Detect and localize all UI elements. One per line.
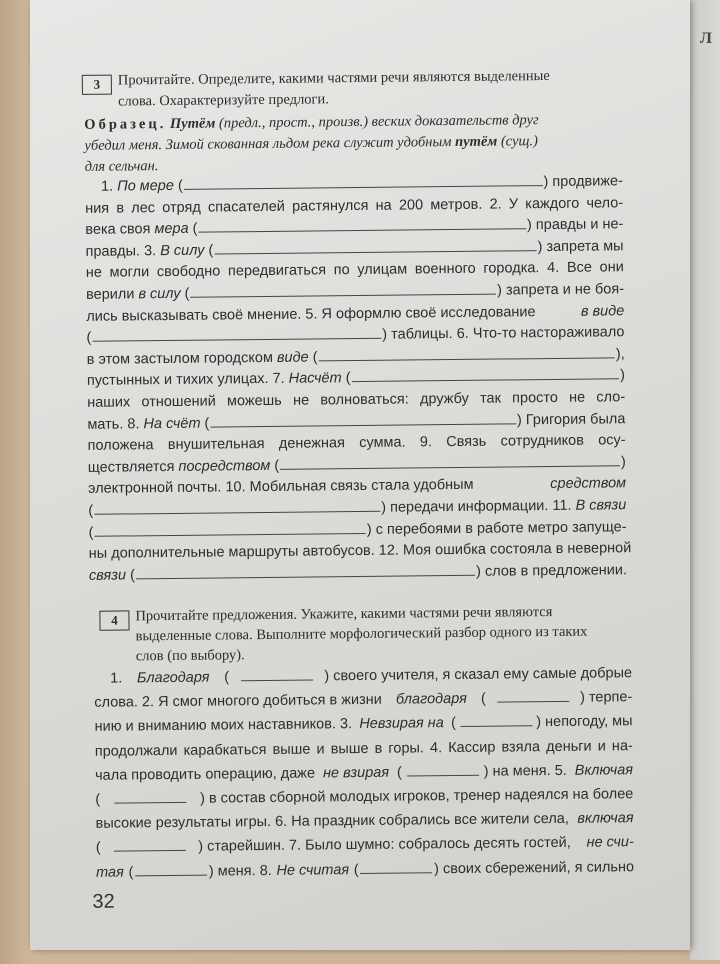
answer-blank [114,801,186,804]
highlighted-word: Невзирая на [359,715,444,733]
text-segment: продолжали карабкаться выше и выше в горы. 4. Кассир взяла деньги и на- [94,737,633,760]
answer-blank [198,227,526,232]
exercise-3-number: 3 [82,75,112,95]
text-segment: ( [95,791,101,808]
text-segment: ны дополнительные маршруты автобусов. 12. Моя ошибка состояла в неверной [88,540,632,563]
answer-blank [460,725,532,728]
text-line [95,734,633,760]
text-segment: ) передачи информации. 11. [381,497,576,516]
text-segment: ) в состав сборной молодых игроков, тренер надеялся на более [199,786,634,807]
highlighted-word: Не считая [276,861,350,879]
text-segment: ) своего учителя, я сказал ему самые добрые [324,665,633,685]
answer-blank [184,184,543,190]
text-segment: ществляется [87,458,179,476]
text-segment: слова. 2. Я смог многого добиться в жизни [94,691,386,711]
highlighted-word: для сельчан. [84,158,159,175]
highlighted-word: не счи- [586,834,634,852]
text-line [96,831,634,857]
text-segment: ) Григория была [516,410,626,428]
text-segment: ( [476,690,486,707]
text-segment: ), [615,346,625,363]
text-segment: ) [619,367,626,384]
highlighted-word: В силу [160,242,205,259]
highlighted-word: Благодаря [136,669,210,687]
highlighted-word: На счёт [143,415,201,432]
text-segment: ( [349,861,359,878]
text-segment: лись высказывать своё мнение. 5. Я оформлю своё исследование [86,303,540,325]
text-segment: ) слов в предложении. [475,562,628,580]
highlighted-word: связи [88,567,127,584]
text-segment: ( [173,177,183,194]
text-line [94,661,632,687]
text-segment: правды. 3. [85,242,161,260]
highlighted-word: (сущ.) [497,133,538,150]
highlighted-word: мера [154,220,189,238]
text-segment: электронной почты. 10. Мобильная связь стала удобным [87,477,478,498]
answer-blank [113,849,185,852]
answer-blank [407,774,479,777]
text-line [95,758,633,784]
text-line [94,685,632,711]
text-segment: ( [86,329,92,347]
highlighted-word: виде [276,349,309,366]
text-segment: ( [204,242,214,259]
text-segment: ( [88,524,94,541]
text-segment: высокие результаты игры. 6. На праздник собрались все жители села, [95,810,573,832]
answer-blank [94,510,380,515]
highlighted-word: Образец. [84,116,167,133]
answer-blank [352,378,620,383]
highlighted-word: путём [455,133,498,150]
text-segment: ) старейшин. 7. Было шумно: собралось десять гостей, [198,835,575,856]
text-segment: 1. [84,178,118,195]
text-segment: пустынных и тихих улицах. 7. [86,371,289,390]
highlighted-word: Включая [574,761,634,779]
highlighted-word: Насчёт [288,370,342,388]
highlighted-word: благодаря [395,691,467,708]
text-segment: не могли свободно передвигаться по улицам военного городка. 4. Все они [85,259,624,282]
answer-blank [92,337,381,342]
answer-blank [280,464,620,470]
text-segment: ( [270,457,280,474]
answer-blank [210,422,516,427]
exercise-4-task-line-3: слов (по выбору). [135,647,245,665]
highlighted-word: посредством [178,457,271,475]
text-segment: ) меня. 8. [208,862,276,880]
page-number: 32 [92,890,115,913]
text-line [89,558,627,584]
highlighted-word: По мере [117,177,174,195]
highlighted-word: не взирая [322,764,390,782]
highlighted-word: убедил меня. Зимой скованная льдом река служит удобным [84,133,456,154]
text-segment: ) продвиже- [543,173,623,191]
answer-blank [135,873,207,876]
text-segment: ) на меня. 5. [483,762,571,780]
text-segment: мать. 8. [87,415,144,433]
text-segment: ( [188,220,198,237]
text-line [95,782,633,808]
text-segment: ( [446,715,456,732]
text-segment: ( [124,863,134,881]
text-segment: ( [180,285,190,302]
text-segment: века своя [85,221,155,239]
text-segment: ) запрета и не боя- [497,281,625,299]
text-line [94,710,632,736]
highlighted-word: в виде [580,302,625,320]
text-segment: ) своих сбережений, я сильно [434,858,635,877]
exercise-4-task-line-1: Прочитайте предложения. Укажите, какими частями речи являются [135,603,553,625]
text-segment: чала проводить операцию, даже [94,765,320,784]
answer-blank [241,679,313,682]
text-segment: ) [620,454,626,471]
exercise-3-task-line-2: слова. Охарактеризуйте предлоги. [117,91,329,110]
text-segment: в этом застылом городском [86,349,277,368]
answer-blank [136,574,475,580]
highlighted-word: Путём [166,115,220,133]
text-segment: верили [85,286,139,303]
answer-blank [360,871,432,874]
text-segment: наших отношений можешь не волноваться: дружбу так просто не сло- [87,389,626,411]
answer-blank [190,293,496,298]
text-segment: ния в лес отряд спасателей растянулся на 200 метров. 2. У каждого чело- [85,194,624,217]
exercise-4-task-line-2: выделенные слова. Выполните морфологический разбор одного из таких [135,623,588,645]
text-segment: положена внушительная денежная сумма. 9. Связь сотрудников осу- [87,432,626,455]
exercise-4-number: 4 [99,610,129,630]
answer-blank [94,532,366,537]
text-segment: ) непогоду, мы [536,713,633,731]
text-segment: нию и вниманию моих наставников. 3. [94,716,357,736]
exercise-3-task-line-1: Прочитайте. Определите, какими частями речи являются выделенные [117,67,550,89]
highlighted-word: (предл., прост., произв.) веских доказательств друг [218,112,539,132]
answer-blank [497,700,569,703]
text-segment: ( [308,349,318,366]
text-segment: ( [392,764,402,781]
highlighted-word: В связи [575,497,627,514]
text-segment: ( [200,415,210,432]
text-segment: ) правды и не- [526,216,624,234]
text-segment: ) с перебоями в работе метро запуще- [366,518,627,538]
text-segment: ) запрета мы [537,238,624,255]
text-segment: ( [125,567,135,584]
text-segment: ) таблицы. 6. Что-то настораживало [382,324,625,343]
highlighted-word: средством [550,475,627,493]
answer-blank [214,249,536,254]
text-segment: ( [95,840,101,857]
answer-blank [318,356,614,361]
highlighted-word: в силу [138,285,181,303]
text-line [95,806,633,832]
text-segment: ( [220,669,230,686]
highlighted-word: включая [577,810,634,827]
text-segment: ( [88,502,94,519]
highlighted-word: тая [96,864,124,881]
text-segment: ( [341,370,351,387]
adjacent-page-letter: Л [700,30,712,47]
text-segment: ) терпе- [579,689,633,706]
text-line [96,855,634,881]
text-segment: 1. [93,670,127,687]
